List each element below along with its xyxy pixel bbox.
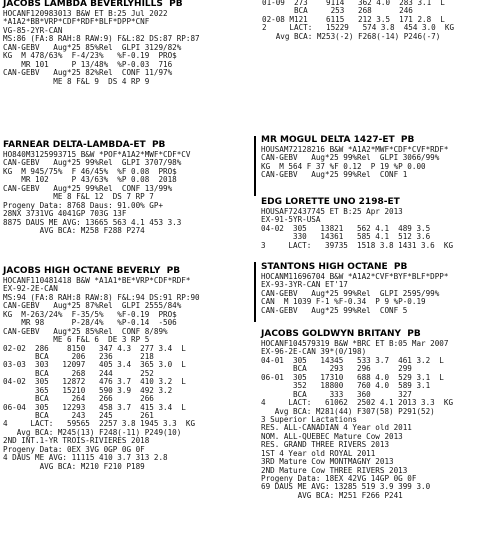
pedigree-line: *A1A2*BB*VRP*CDF*RDF*BLF*DPP*CNF bbox=[3, 17, 150, 27]
pedigree-block-sire-dam bbox=[3, 0, 247, 86]
pedigree-block-maternal-grandsire bbox=[261, 262, 492, 315]
pedigree-line: BCA 253 268 246 bbox=[262, 6, 413, 16]
pedigree-line: Avg BCA: M253(-2) F268(-14) P246(-7) bbox=[262, 31, 441, 41]
pedigree-line: 06-04 305 12293 458 3.7 415 3.4 L bbox=[3, 402, 186, 412]
pedigree-line: AVG BCA: M251 F266 P241 bbox=[261, 490, 403, 500]
pedigree-line: CAN-GEBV Aug*25 85%Rel CONF 8/89% bbox=[3, 326, 168, 336]
pedigree-line: ME 8 F&L 12 DS 7 RP 7 bbox=[3, 192, 154, 202]
pedigree-line: BCA 206 236 218 bbox=[3, 351, 154, 361]
animal-name: EDG LORETTE UNO 2198-ET bbox=[261, 197, 400, 207]
animal-name: JACOBS HIGH OCTANE BEVERLY PB bbox=[3, 266, 181, 276]
pedigree-line: 2 LACT: 15229 574 3.8 454 3.0 KG bbox=[262, 23, 455, 33]
pedigree-block-granddam bbox=[261, 197, 492, 250]
pedigree-line: 330 14361 585 4.1 512 3.6 bbox=[261, 232, 431, 242]
bracket-bar bbox=[254, 136, 256, 196]
pedigree-line: CAN-GEBV Aug*25 85%Rel GLPI 3129/82% bbox=[3, 42, 182, 52]
pedigree-line: KG M 478/63% F-4/23% %F-0.19 PRO$ bbox=[3, 51, 177, 61]
animal-name: JACOBS GOLDWYN BRITANY PB bbox=[261, 329, 421, 339]
pedigree-line: CAN-GEBV Aug*25 82%Rel CONF 11/97% bbox=[3, 68, 173, 78]
pedigree-line: 04-02 305 13821 562 4.1 489 3.5 bbox=[261, 223, 431, 233]
pedigree-line: EX-91-5YR-USA bbox=[261, 215, 321, 225]
pedigree-block-grandsire bbox=[261, 135, 492, 180]
pedigree-line: CAN-GEBV Aug*25 99%Rel CONF 1 bbox=[261, 170, 408, 180]
pedigree-line: HO840M3125993715 B&W *POF*A1A2*MWF*CDF*CV bbox=[3, 150, 191, 159]
pedigree-line: Progeny Data: 8768 Daus: 91.00% GP+ bbox=[3, 200, 164, 210]
pedigree-line: Progeny Data: 0EX 3VG 0GP 0G 0F bbox=[3, 444, 145, 454]
pedigree-block-dam bbox=[3, 266, 247, 471]
pedigree-line: 04-01 305 14345 533 3.7 461 3.2 L bbox=[261, 355, 444, 365]
pedigree-line: HOUSAF72437745 ET B:25 Apr 2013 bbox=[261, 207, 403, 216]
pedigree-line: 2ND Mature Cow THREE RIVERS 2013 bbox=[261, 465, 408, 475]
pedigree-line: 3RD Mature Cow MONTMAGNY 2013 bbox=[261, 457, 394, 467]
pedigree-line: CAN-GEBV Aug*25 87%Rel GLPI 2555/84% bbox=[3, 301, 182, 311]
pedigree-line: KG M 564 F 37 %F 0.12 P 19 %P 0.00 bbox=[261, 161, 426, 171]
pedigree-line: BCA 264 266 266 bbox=[3, 394, 154, 404]
pedigree-line: 06-01 305 17310 688 4.0 529 3.1 L bbox=[261, 372, 444, 382]
pedigree-line: ME 8 F&L 9 DS 4 RP 9 bbox=[3, 76, 150, 86]
animal-name: FARNEAR DELTA-LAMBDA-ET PB bbox=[3, 140, 166, 150]
pedigree-line: ME 6 F&L 6 DE 3 RP 5 bbox=[3, 335, 150, 345]
pedigree-line: RES. ALL-CANADIAN 4 Year old 2011 bbox=[261, 423, 412, 433]
pedigree-line: AVG BCA: M258 F288 P274 bbox=[3, 225, 145, 235]
pedigree-line: EX-93-3YR-CAN ET'17 bbox=[261, 280, 348, 290]
pedigree-line: HOCANF120983013 B&W ET B:25 Jul 2022 bbox=[3, 9, 168, 18]
pedigree-line: MR 102 P 43/63% %P 0.08 2018 bbox=[3, 175, 177, 185]
pedigree-line: 28NX 3731VG 4041GP 703G 13F bbox=[3, 209, 127, 219]
pedigree-line: MR 98 P-28/4% %P-0.14 -506 bbox=[3, 318, 177, 328]
pedigree-line: CAN-GEBV Aug*25 99%Rel CONF 5 bbox=[261, 305, 408, 315]
pedigree-line: 04-02 305 12872 476 3.7 410 3.2 L bbox=[3, 377, 186, 387]
pedigree-line: HOUSAM72128216 B&W *A1A2*MWF*CDF*CVF*RDF* bbox=[261, 145, 449, 154]
pedigree-line: 365 15210 590 3.9 492 3.2 bbox=[3, 385, 173, 395]
pedigree-line: EX-92-2E-CAN bbox=[3, 284, 58, 294]
pedigree-line: 02-02 286 8150 347 4.3 277 3.4 L bbox=[3, 343, 186, 353]
pedigree-line: VG-85-2YR-CAN bbox=[3, 25, 63, 35]
pedigree-line: KG M-263/24% F-35/5% %F-0.19 PRO$ bbox=[3, 309, 177, 319]
pedigree-block-sire bbox=[3, 140, 247, 235]
pedigree-line: 3 Superior Lactations bbox=[261, 414, 358, 424]
pedigree-line: 4 DAUS ME AVG: 11115 410 3.7 313 2.8 bbox=[3, 453, 168, 463]
pedigree-line: BCA 333 360 327 bbox=[261, 389, 412, 399]
pedigree-line: CAN-GEBV Aug*25 99%Rel CONF 13/99% bbox=[3, 183, 173, 193]
animal-name: STANTONS HIGH OCTANE PB bbox=[261, 262, 408, 272]
pedigree-line: 03-03 303 12097 405 3.4 365 3.0 L bbox=[3, 360, 186, 370]
pedigree-line: EX-96-2E-CAN 39*(0/198) bbox=[261, 347, 367, 357]
pedigree-line: 1ST 4 Year old ROYAL 2011 bbox=[261, 448, 376, 458]
pedigree-line: 01-09 273 9114 362 4.0 283 3.1 L bbox=[262, 0, 445, 7]
pedigree-line: BCA 293 296 299 bbox=[261, 364, 412, 374]
pedigree-line: 4 LACT: 59565 2257 3.8 1945 3.3 KG bbox=[3, 419, 196, 429]
pedigree-line: 4 LACT: 61062 2502 4.1 2013 3.3 KG bbox=[261, 398, 454, 408]
pedigree-line: 3 LACT: 39735 1518 3.8 1431 3.6 KG bbox=[261, 240, 454, 250]
animal-name: MR MOGUL DELTA 1427-ET PB bbox=[261, 135, 415, 145]
pedigree-line: 8875 DAUS ME AVG: 13665 563 4.1 453 3.3 bbox=[3, 217, 182, 227]
pedigree-line: Avg BCA: M281(44) F307(58) P291(52) bbox=[261, 406, 435, 416]
pedigree-line: Avg BCA: M245(13) F248(-11) P249(10) bbox=[3, 427, 182, 437]
pedigree-line: HOCANF110481418 B&W *A1A1*BE*VRP*CDF*RDF* bbox=[3, 276, 191, 285]
pedigree-line: CAN M 1039 F-1 %F-0.34 P 9 %P-0.19 bbox=[261, 297, 426, 307]
pedigree-line: MR 101 P 13/48% %P-0.03 716 bbox=[3, 59, 173, 69]
pedigree-line: 02-08 M121 6115 212 3.5 171 2.8 L bbox=[262, 14, 445, 24]
pedigree-line: 69 DAUS ME AVG: 13285 519 3.9 399 3.0 bbox=[261, 482, 431, 492]
pedigree-line: RES. GRAND THREE RIVERS 2013 bbox=[261, 440, 390, 450]
pedigree-line: BCA 268 244 252 bbox=[3, 368, 154, 378]
pedigree-line: MS:94 (FA:8 RAH:8 RAW:8) F&L:94 DS:91 RP:90 bbox=[3, 292, 200, 302]
pedigree-line: CAN-GEBV Aug*25 99%Rel GLPI 3707/98% bbox=[3, 158, 182, 168]
pedigree-line: AVG BCA: M210 F210 P189 bbox=[3, 461, 145, 471]
pedigree-line: NOM. ALL-QUEBEC Mature Cow 2013 bbox=[261, 431, 403, 441]
pedigree-line: HOCANF104579319 B&W *BRC ET B:05 Mar 2007 bbox=[261, 339, 449, 348]
pedigree-line: MS:86 (FA:8 RAH:8 RAW:9) F&L:82 DS:87 RP:87 bbox=[3, 34, 200, 44]
pedigree-line: 352 18800 760 4.0 589 3.1 bbox=[261, 381, 431, 391]
pedigree-line: CAN-GEBV Aug*25 99%Rel GLPI 3066/99% bbox=[261, 153, 440, 163]
animal-name: JACOBS LAMBDA BEVERLYHILLS PB bbox=[3, 0, 183, 9]
pedigree-line: HOCANM11696704 B&W *A1A2*CVF*BYF*BLF*DPP* bbox=[261, 272, 449, 281]
pedigree-line: 2ND INT.1-YR TROIS-RIVIERES 2018 bbox=[3, 436, 150, 446]
pedigree-block-continued bbox=[262, 0, 492, 41]
pedigree-block-maternal-granddam bbox=[261, 329, 492, 500]
pedigree-line: BCA 243 245 261 bbox=[3, 411, 154, 420]
pedigree-line: KG M 945/75% F 46/45% %F 0.08 PRO$ bbox=[3, 166, 177, 176]
bracket-bar bbox=[254, 262, 256, 322]
pedigree-line: CAN-GEBV Aug*25 99%Rel GLPI 2595/99% bbox=[261, 288, 440, 298]
pedigree-line: Progeny Data: 18EX 42VG 14GP 0G 0F bbox=[261, 474, 417, 483]
